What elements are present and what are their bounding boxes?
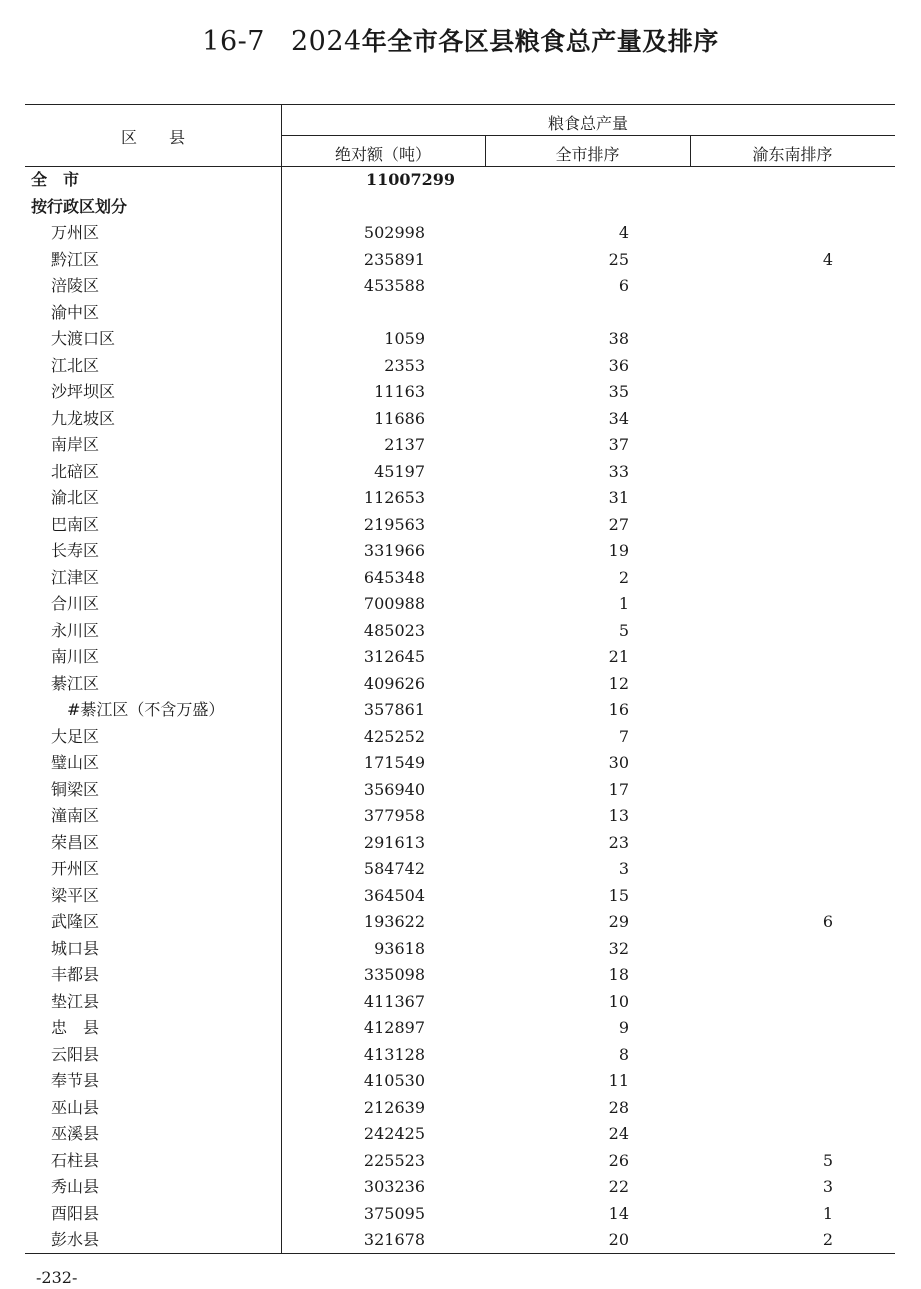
city-rank-cell: 9: [618, 1018, 629, 1037]
southeast-rank-cell: 5: [822, 1150, 833, 1170]
table-row: [25, 856, 895, 883]
amount-cell: 1059: [384, 329, 425, 348]
city-rank-cell: 11: [608, 1071, 629, 1090]
district-name: 秀山县: [51, 1177, 100, 1196]
header-absolute-amount: 绝对额（吨）: [334, 145, 431, 164]
southeast-rank-cell: 2: [822, 1230, 833, 1249]
city-rank-cell: 33: [608, 461, 629, 481]
district-name: #綦江区（不含万盛）: [67, 700, 225, 719]
city-rank-cell: 23: [608, 832, 629, 852]
city-rank-cell: 32: [608, 938, 629, 958]
city-rank-cell: 6: [618, 276, 629, 295]
district-name: 永川区: [51, 620, 100, 640]
district-name: 渝北区: [51, 488, 100, 507]
table-row: [25, 989, 895, 1016]
district-name: 巫山县: [51, 1097, 100, 1117]
amount-cell: 321678: [363, 1230, 425, 1249]
city-rank-cell: 27: [608, 514, 629, 534]
district-name: 长寿区: [51, 541, 100, 560]
district-name: 开州区: [51, 859, 100, 878]
table-row: [25, 724, 895, 751]
table-row: [25, 671, 895, 698]
amount-cell: 412897: [363, 1018, 425, 1037]
page-number: -232-: [36, 1268, 78, 1287]
district-name: 南川区: [51, 647, 100, 666]
southeast-rank-cell: 4: [822, 249, 833, 269]
district-name: 北碚区: [51, 461, 100, 481]
amount-cell: 425252: [363, 726, 425, 746]
amount-cell: 11163: [374, 382, 425, 401]
amount-cell: 312645: [363, 647, 425, 666]
city-rank-cell: 21: [608, 647, 629, 666]
district-name: 武隆区: [51, 912, 100, 931]
table-row: [25, 777, 895, 804]
amount-cell: 242425: [363, 1124, 425, 1143]
table-row: [25, 830, 895, 857]
city-rank-cell: 34: [608, 408, 629, 428]
header-southeast-rank: 渝东南排序: [752, 145, 833, 164]
district-name: 酉阳县: [51, 1203, 100, 1223]
amount-cell: 645348: [363, 567, 425, 587]
amount-cell: 413128: [363, 1044, 425, 1064]
amount-cell: 364504: [363, 885, 425, 905]
title-text: 年全市各区县粮食总产量及排序: [361, 27, 719, 56]
table-row: [25, 1121, 895, 1148]
table-row: [25, 1042, 895, 1069]
city-rank-cell: 26: [608, 1150, 629, 1170]
district-name: 铜梁区: [51, 779, 100, 799]
district-name: 大渡口区: [51, 329, 116, 348]
table-row: [25, 936, 895, 963]
district-name: 涪陵区: [51, 276, 100, 295]
city-rank-cell: 28: [608, 1097, 629, 1117]
amount-cell: 584742: [363, 859, 425, 878]
district-name: 沙坪坝区: [51, 382, 116, 401]
table-row: [25, 697, 895, 724]
table-row: [25, 591, 895, 618]
city-rank-cell: 5: [618, 620, 629, 640]
table-row: [25, 1148, 895, 1175]
city-rank-cell: 36: [608, 355, 629, 375]
amount-cell: 171549: [363, 753, 425, 772]
amount-cell: 409626: [363, 673, 425, 693]
city-rank-cell: 4: [618, 223, 629, 242]
table-body: [25, 167, 895, 1254]
city-rank-cell: 35: [608, 382, 629, 401]
district-name: 江北区: [51, 355, 100, 375]
district-name: 江津区: [51, 567, 100, 587]
table-row: [25, 1174, 895, 1201]
table-row: [25, 220, 895, 247]
amount-cell: 2353: [384, 355, 425, 375]
table-row: [25, 618, 895, 645]
district-name: 合川区: [51, 594, 100, 613]
amount-cell: 2137: [384, 435, 425, 454]
amount-cell: 291613: [363, 832, 425, 852]
district-name: 巴南区: [51, 514, 100, 534]
district-name: 九龙坡区: [51, 408, 116, 428]
southeast-rank-cell: 3: [822, 1177, 833, 1196]
district-name: 丰都县: [51, 965, 100, 984]
city-rank-cell: 38: [608, 329, 629, 348]
city-rank-cell: 20: [608, 1230, 629, 1249]
district-name: 渝中区: [51, 302, 100, 322]
city-rank-cell: 17: [608, 779, 629, 799]
district-name: 全 市: [31, 170, 80, 189]
district-name: 綦江区: [51, 673, 100, 693]
table-row: [25, 512, 895, 539]
city-rank-cell: 8: [618, 1044, 629, 1064]
district-name: 城口县: [51, 938, 100, 958]
amount-cell: 485023: [363, 620, 425, 640]
district-name: 按行政区划分: [31, 196, 128, 216]
city-rank-cell: 7: [618, 726, 629, 746]
district-name: 荣昌区: [51, 832, 100, 852]
amount-cell: 11007299: [365, 170, 455, 189]
city-rank-cell: 19: [608, 541, 629, 560]
table-row: [25, 1015, 895, 1042]
table-row: [25, 353, 895, 380]
city-rank-cell: 12: [608, 673, 629, 693]
table-row: [25, 406, 895, 433]
district-name: 巫溪县: [51, 1124, 100, 1143]
city-rank-cell: 22: [608, 1177, 629, 1196]
table-row: [25, 485, 895, 512]
amount-cell: 357861: [363, 700, 425, 719]
amount-cell: 700988: [363, 594, 425, 613]
city-rank-cell: 30: [608, 753, 629, 772]
header-district: 区 县: [120, 128, 185, 147]
city-rank-cell: 18: [608, 965, 629, 984]
table-row: [25, 565, 895, 592]
city-rank-cell: 1: [618, 594, 629, 613]
table-row: [25, 194, 895, 221]
amount-cell: 225523: [363, 1150, 425, 1170]
district-name: 万州区: [51, 223, 100, 242]
table-row: [25, 1068, 895, 1095]
table-row: [25, 167, 895, 194]
table-row: [25, 459, 895, 486]
page-title: [0, 22, 921, 58]
header-group-rule: [281, 135, 895, 136]
table-row: [25, 247, 895, 274]
amount-cell: 219563: [363, 514, 425, 534]
city-rank-cell: 13: [608, 806, 629, 825]
city-rank-cell: 15: [608, 885, 629, 905]
district-name: 垫江县: [51, 991, 100, 1011]
amount-cell: 375095: [363, 1203, 425, 1223]
district-name: 璧山区: [51, 753, 100, 772]
city-rank-cell: 16: [608, 700, 629, 719]
city-rank-cell: 14: [608, 1203, 629, 1223]
city-rank-cell: 25: [608, 249, 629, 269]
amount-cell: 335098: [363, 965, 425, 984]
table-row: [25, 962, 895, 989]
amount-cell: 193622: [363, 912, 425, 931]
amount-cell: 410530: [363, 1071, 425, 1090]
amount-cell: 303236: [363, 1177, 425, 1196]
amount-cell: 411367: [363, 991, 425, 1011]
amount-cell: 45197: [374, 461, 425, 481]
table-row: [25, 644, 895, 671]
city-rank-cell: 37: [608, 435, 629, 454]
table-row: [25, 379, 895, 406]
table-row: [25, 750, 895, 777]
table-number: 16-7: [202, 26, 265, 57]
header-city-rank: 全市排序: [555, 145, 620, 164]
district-name: 忠 县: [51, 1018, 100, 1037]
district-name: 大足区: [51, 726, 100, 746]
district-name: 黔江区: [51, 249, 100, 269]
table-row: [25, 538, 895, 565]
table-row: [25, 326, 895, 353]
table-row: [25, 1095, 895, 1122]
table-row: [25, 803, 895, 830]
amount-cell: 93618: [374, 938, 425, 958]
amount-cell: 235891: [363, 249, 425, 269]
southeast-rank-cell: 6: [822, 912, 833, 931]
table-row: [25, 432, 895, 459]
amount-cell: 212639: [363, 1097, 425, 1117]
amount-cell: 502998: [363, 223, 425, 242]
table-top-rule: [25, 104, 895, 105]
amount-cell: 356940: [363, 779, 425, 799]
city-rank-cell: 10: [608, 991, 629, 1011]
city-rank-cell: 3: [618, 859, 629, 878]
district-name: 梁平区: [51, 885, 100, 905]
city-rank-cell: 29: [608, 912, 629, 931]
district-name: 潼南区: [51, 806, 100, 825]
amount-cell: 112653: [363, 488, 425, 507]
district-name: 云阳县: [51, 1044, 100, 1064]
title-year: 2024: [290, 26, 362, 57]
amount-cell: 11686: [374, 408, 425, 428]
city-rank-cell: 31: [608, 488, 629, 507]
table-row: [25, 883, 895, 910]
city-rank-cell: 2: [618, 567, 629, 587]
district-name: 南岸区: [51, 435, 100, 454]
district-name: 彭水县: [51, 1230, 100, 1249]
southeast-rank-cell: 1: [822, 1203, 833, 1223]
header-grain-output: 粮食总产量: [547, 114, 628, 133]
table-row: [25, 1201, 895, 1228]
district-name: 石柱县: [51, 1150, 100, 1170]
table-row: [25, 1227, 895, 1254]
table-row: [25, 300, 895, 327]
city-rank-cell: 24: [608, 1124, 629, 1143]
table-row: [25, 273, 895, 300]
district-name: 奉节县: [51, 1071, 100, 1090]
amount-cell: 377958: [363, 806, 425, 825]
amount-cell: 331966: [363, 541, 425, 560]
amount-cell: 453588: [363, 276, 425, 295]
table-row: [25, 909, 895, 936]
